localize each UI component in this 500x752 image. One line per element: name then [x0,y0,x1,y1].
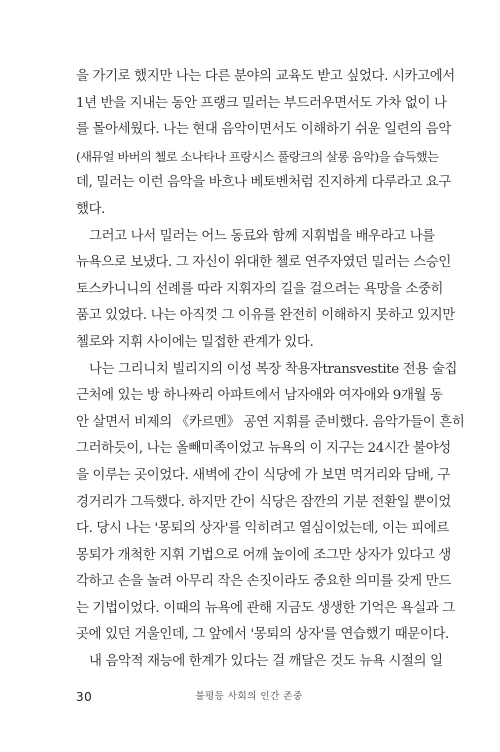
body-text [76,64,465,676]
running-title: 불평등 사회의 인간 존중 [195,691,303,702]
text-line: 경거리가 그득했다. 하지만 간이 식당은 잠깐의 기분 전환일 뿐이었 [76,494,451,510]
page-number: 30 [76,690,93,704]
text-line: 그러하듯이, 나는 올빼미족이었고 뉴욕의 이 지구는 24시간 불야성 [76,441,451,457]
text-line: 1년 반을 지내는 동안 프랭크 밀러는 부드러우면서도 가차 없이 나 [76,95,447,111]
text-line: 첼로와 지휘 사이에는 밀접한 관계가 있다. [76,334,314,350]
text-line: 각하고 손을 놀려 아무리 작은 손짓이라도 중요한 의미를 갖게 만드 [76,574,451,590]
text-line: 다. 당시 나는 '몽퇴의 상자'를 익히려고 열심이었는데, 이는 피에르 [76,521,449,537]
text-line: 뉴욕으로 보냈다. 그 자신이 위대한 첼로 연주자였던 밀러는 스승인 [76,255,451,271]
text-line: 을 가기로 했지만 나는 다른 분야의 교육도 받고 싶었다. 시카고에서 [76,69,455,84]
text-line: 그러고 나서 밀러는 어느 동료와 함께 지휘법을 배우라고 나를 [89,228,435,244]
text-line: 를 몰아세웠다. 나는 현대 음악이면서도 이해하기 쉬운 일련의 음악 [76,122,451,138]
text-line: 곳에 있던 거울인데, 그 앞에서 '몽퇴의 상자'를 연습했기 때문이다. [76,627,449,643]
text-line: 데, 밀러는 이런 음악을 바흐나 베토벤처럼 진지하게 다루라고 요구 [76,175,451,191]
text-line: 품고 있었다. 나는 아직껏 그 이유를 완전히 이해하지 못하고 있지만 [76,308,455,324]
text-line: 했다. [76,201,106,217]
text-line: 을 이루는 곳이었다. 새벽에 간이 식당에 가 보면 먹거리와 담배, 구 [76,467,451,483]
text-line: 나는 그리니치 빌리지의 이성 복장 착용자transvestite 전용 술집 [89,361,458,377]
text-line: 안 살면서 비제의 《카르멘》 공연 지휘를 준비했다. 음악가들이 흔히 [76,414,465,430]
page-footer [76,689,422,705]
text-line: 몽퇴가 개척한 지휘 기법으로 어깨 높이에 조그만 상자가 있다고 생 [76,547,451,563]
text-line: (새뮤얼 바버의 첼로 소나타나 프랑시스 풀랑크의 살롱 음악)을 습득했는 [76,149,439,164]
text-line: 토스카니니의 선례를 따라 지휘자의 길을 걸으려는 욕망을 소중히 [76,281,444,297]
text-line: 는 기법이었다. 이때의 뉴욕에 관해 지금도 생생한 기억은 욕실과 그 [76,600,455,616]
text-line: 근처에 있는 방 하나짜리 아파트에서 남자애와 여자애와 9개월 동 [76,388,443,404]
text-line: 내 음악적 재능에 한계가 있다는 걸 깨달은 것도 뉴욕 시절의 일 [89,654,443,670]
